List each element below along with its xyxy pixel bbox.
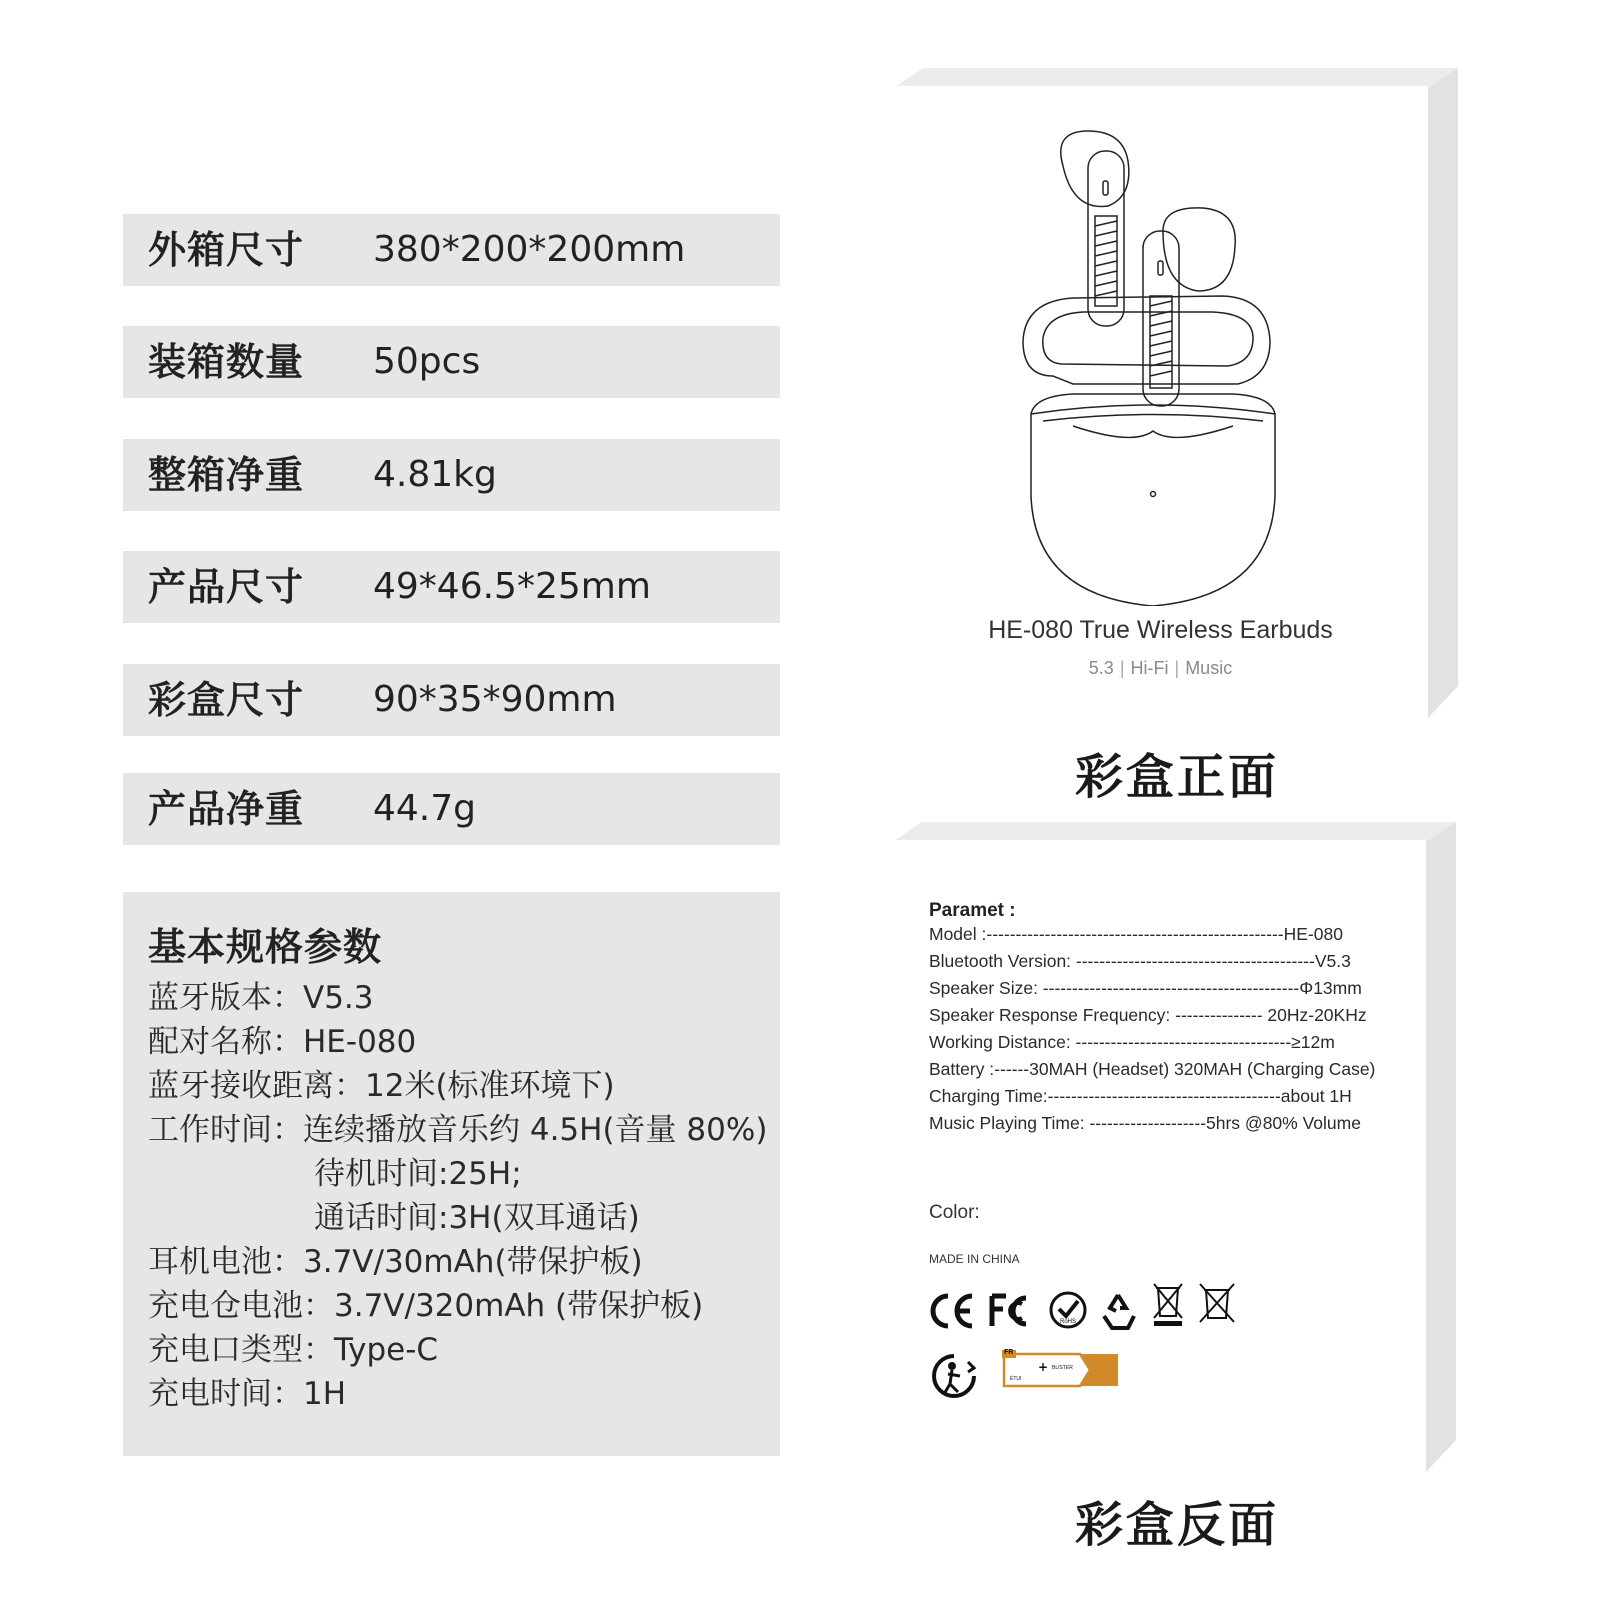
spec-value: 90*35*90mm <box>373 679 617 720</box>
param-line: Working Distance: -------------------------------------≥12m <box>929 1032 1335 1052</box>
fr-triman-info-icon <box>1002 1350 1120 1390</box>
param-line: Speaker Response Frequency: --------------- 20Hz-20KHz <box>929 1005 1367 1025</box>
basic-spec-key: 耳机电池： <box>148 1244 303 1280</box>
basic-spec-value: V5.3 <box>303 980 374 1016</box>
crossed-bin-icon <box>1196 1280 1238 1324</box>
made-in-label: MADE IN CHINA <box>929 1252 1020 1266</box>
basic-spec-value: 1H <box>303 1376 347 1412</box>
fcc-mark-icon <box>988 1292 1038 1330</box>
front-box-caption: 彩盒正面 <box>1075 749 1280 805</box>
basic-spec-value: 3.7V/320mAh (带保护板) <box>334 1288 704 1324</box>
spec-label: 外箱尺寸 <box>148 228 305 272</box>
basic-spec-key: 配对名称： <box>148 1024 303 1060</box>
param-heading: Paramet : <box>929 900 1016 921</box>
recycle-icon <box>1098 1292 1138 1330</box>
basic-spec-key: 充电时间： <box>148 1376 303 1412</box>
spec-label: 装箱数量 <box>148 340 305 384</box>
basic-spec-value: 12米(标准环境下) <box>365 1068 615 1104</box>
tag-hifi: Hi-Fi <box>1130 658 1169 678</box>
tag-bluetooth: 5.3 <box>1088 658 1114 678</box>
param-line: Speaker Size: --------------------------------------------Φ13mm <box>929 978 1362 998</box>
param-line: Bluetooth Version: -----------------------------------------V5.3 <box>929 951 1351 971</box>
tag-separator: | <box>1174 658 1180 678</box>
rohs-icon <box>1048 1290 1088 1330</box>
spec-label: 彩盒尺寸 <box>148 678 305 722</box>
param-line: Battery :------30MAH (Headset) 320MAH (Charging Case) <box>929 1059 1376 1079</box>
spec-value: 4.81kg <box>373 454 497 495</box>
param-line: Model :---------------------------------------------------HE-080 <box>929 924 1343 944</box>
weee-bin-icon <box>1150 1280 1186 1328</box>
basic-spec-value: HE-080 <box>303 1024 417 1060</box>
basic-spec-key: 充电仓电池： <box>148 1288 334 1324</box>
svg-text:RoHS: RoHS <box>1059 1319 1077 1325</box>
basic-spec-value: 连续播放音乐约 4.5H(音量 80%) <box>303 1112 768 1148</box>
param-line: Music Playing Time: --------------------5hrs @80% Volume <box>929 1113 1361 1133</box>
basic-spec-key: 工作时间： <box>148 1112 303 1148</box>
tag-music: Music <box>1185 658 1233 678</box>
back-box-face <box>892 840 1426 1472</box>
basic-spec-value: 待机时间:25H; <box>314 1156 522 1192</box>
param-line: Charging Time:----------------------------------------about 1H <box>929 1086 1352 1106</box>
basic-spec-value: 3.7V/30mAh(带保护板) <box>303 1244 643 1280</box>
spec-value: 380*200*200mm <box>373 229 686 270</box>
color-label: Color: <box>929 1202 980 1223</box>
front-product-title: HE-080 True Wireless Earbuds <box>988 616 1333 644</box>
basic-spec-value: 通话时间:3H(双耳通话) <box>314 1200 640 1236</box>
basic-spec-key: 充电口类型： <box>148 1332 334 1368</box>
back-box-caption: 彩盒反面 <box>1075 1497 1280 1553</box>
spec-label: 整箱净重 <box>148 453 305 497</box>
spec-label: 产品尺寸 <box>148 565 305 609</box>
spec-value: 50pcs <box>373 341 481 382</box>
basic-spec-key: 蓝牙版本： <box>148 980 303 1016</box>
triman-icon <box>928 1352 980 1402</box>
fr-badge-left: ÉTUI <box>1010 1376 1022 1382</box>
ce-mark-icon <box>928 1292 978 1330</box>
tag-separator: | <box>1119 658 1125 678</box>
spec-value: 44.7g <box>373 788 477 829</box>
basic-spec-title: 基本规格参数 <box>148 925 383 969</box>
basic-spec-key: 蓝牙接收距离： <box>148 1068 365 1104</box>
spec-label: 产品净重 <box>148 787 305 831</box>
spec-value: 49*46.5*25mm <box>373 566 651 607</box>
fr-badge-plus: + <box>1038 1360 1049 1374</box>
basic-spec-value: Type-C <box>334 1332 439 1368</box>
fr-badge-country: FR <box>1004 1349 1014 1356</box>
fr-badge-right: BLISTER <box>1052 1365 1073 1371</box>
